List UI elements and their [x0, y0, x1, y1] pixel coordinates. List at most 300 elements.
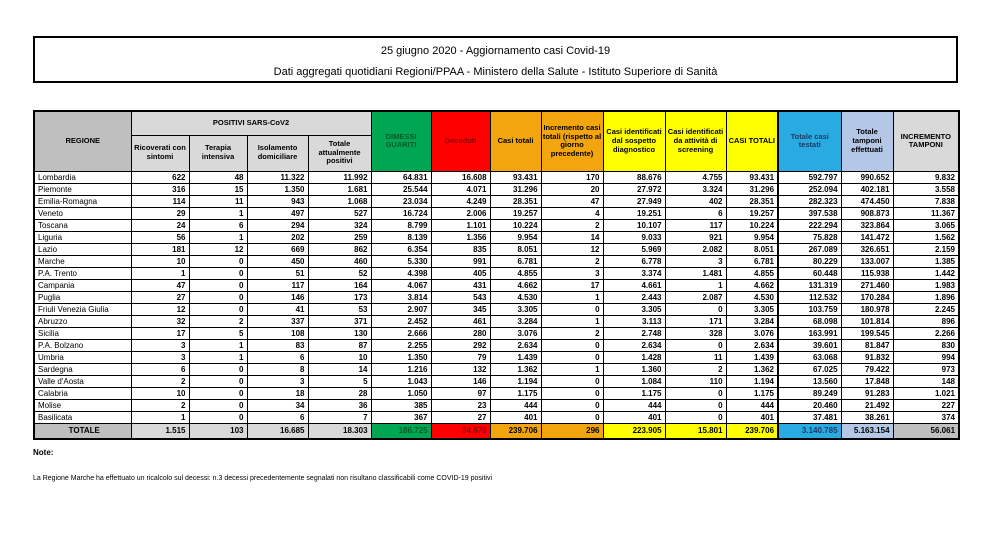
- region-name: Piemonte: [34, 183, 131, 195]
- data-cell: 1: [665, 279, 726, 291]
- table-row: [34, 207, 959, 219]
- data-cell: 444: [490, 399, 541, 411]
- data-cell: 405: [431, 267, 490, 279]
- data-cell: 7: [308, 411, 371, 423]
- data-cell: 87: [308, 339, 371, 351]
- data-cell: 4.530: [726, 291, 778, 303]
- data-cell: 896: [893, 315, 959, 327]
- data-cell: 63.068: [778, 351, 841, 363]
- data-cell: 1.362: [726, 363, 778, 375]
- totale-cell: 296: [541, 423, 603, 439]
- table-body: [34, 171, 959, 439]
- data-cell: 2: [541, 219, 603, 231]
- data-cell: 2.082: [665, 243, 726, 255]
- data-cell: 0: [189, 375, 247, 387]
- data-cell: 3: [131, 351, 189, 363]
- data-cell: 91.283: [841, 387, 893, 399]
- data-cell: 27: [431, 411, 490, 423]
- data-cell: 0: [665, 399, 726, 411]
- header-terapia-intensiva: Terapia intensiva: [189, 135, 247, 171]
- data-cell: 117: [665, 219, 726, 231]
- data-cell: 0: [189, 303, 247, 315]
- data-cell: 401: [726, 411, 778, 423]
- data-cell: 0: [541, 411, 603, 423]
- data-cell: 181: [131, 243, 189, 255]
- header-casi-totali-2: CASI TOTALI: [726, 111, 778, 171]
- data-cell: 2: [665, 363, 726, 375]
- table-row: [34, 351, 959, 363]
- data-cell: 474.450: [841, 195, 893, 207]
- data-cell: 79: [431, 351, 490, 363]
- data-cell: 3.558: [893, 183, 959, 195]
- data-cell: 3.305: [490, 303, 541, 315]
- region-name: Lazio: [34, 243, 131, 255]
- totale-cell: 223.905: [603, 423, 665, 439]
- data-cell: 93.431: [726, 171, 778, 183]
- data-cell: 4.855: [490, 267, 541, 279]
- totale-cell: 16.685: [247, 423, 308, 439]
- data-cell: 259: [308, 231, 371, 243]
- data-cell: 3.305: [603, 303, 665, 315]
- data-cell: 5.330: [371, 255, 431, 267]
- header-deceduti: Deceduti: [431, 111, 490, 171]
- data-cell: 12: [189, 243, 247, 255]
- totale-cell: 1.515: [131, 423, 189, 439]
- data-cell: 29: [131, 207, 189, 219]
- data-cell: 24: [131, 219, 189, 231]
- data-cell: 103.759: [778, 303, 841, 315]
- data-cell: 316: [131, 183, 189, 195]
- data-cell: 10.224: [490, 219, 541, 231]
- data-cell: 163.991: [778, 327, 841, 339]
- data-cell: 2.087: [665, 291, 726, 303]
- data-cell: 943: [247, 195, 308, 207]
- table-row: [34, 171, 959, 183]
- data-cell: 3: [131, 339, 189, 351]
- data-cell: 994: [893, 351, 959, 363]
- totale-label: TOTALE: [34, 423, 131, 439]
- data-cell: 402: [665, 195, 726, 207]
- data-cell: 991: [431, 255, 490, 267]
- data-cell: 131.319: [778, 279, 841, 291]
- data-cell: 115.938: [841, 267, 893, 279]
- table-row: [34, 387, 959, 399]
- table-row: [34, 363, 959, 375]
- data-cell: 173: [308, 291, 371, 303]
- data-cell: 171: [665, 315, 726, 327]
- data-cell: 2.634: [726, 339, 778, 351]
- data-cell: 3.324: [665, 183, 726, 195]
- totale-cell: 56.061: [893, 423, 959, 439]
- data-cell: 862: [308, 243, 371, 255]
- data-cell: 1.983: [893, 279, 959, 291]
- data-cell: 41: [247, 303, 308, 315]
- data-cell: 2.159: [893, 243, 959, 255]
- data-cell: 1.481: [665, 267, 726, 279]
- region-name: Lombardia: [34, 171, 131, 183]
- table-row: [34, 231, 959, 243]
- data-cell: 2.748: [603, 327, 665, 339]
- data-cell: 6.781: [490, 255, 541, 267]
- data-cell: 2: [131, 375, 189, 387]
- data-cell: 0: [665, 387, 726, 399]
- data-cell: 64.831: [371, 171, 431, 183]
- data-cell: 4.067: [371, 279, 431, 291]
- header-dimessi-guariti: DIMESSI GUARITI: [371, 111, 431, 171]
- data-cell: 0: [541, 399, 603, 411]
- data-cell: 990.652: [841, 171, 893, 183]
- data-cell: 271.460: [841, 279, 893, 291]
- data-cell: 114: [131, 195, 189, 207]
- data-cell: 53: [308, 303, 371, 315]
- data-cell: 1.562: [893, 231, 959, 243]
- header-incremento-tamponi: INCREMENTO TAMPONI: [893, 111, 959, 171]
- data-cell: 4: [541, 207, 603, 219]
- data-cell: 38.261: [841, 411, 893, 423]
- data-cell: 3.284: [490, 315, 541, 327]
- totale-cell: 103: [189, 423, 247, 439]
- region-name: P.A. Trento: [34, 267, 131, 279]
- totale-cell: 239.706: [726, 423, 778, 439]
- data-cell: 19.257: [490, 207, 541, 219]
- data-cell: 282.323: [778, 195, 841, 207]
- data-cell: 17.848: [841, 375, 893, 387]
- data-cell: 108: [247, 327, 308, 339]
- data-cell: 592.797: [778, 171, 841, 183]
- data-cell: 921: [665, 231, 726, 243]
- region-name: Basilicata: [34, 411, 131, 423]
- data-cell: 31.296: [726, 183, 778, 195]
- data-cell: 2: [541, 255, 603, 267]
- data-cell: 6.778: [603, 255, 665, 267]
- data-cell: 47: [131, 279, 189, 291]
- data-cell: 9.954: [726, 231, 778, 243]
- header-totale-positivi: Totale attualmente positivi: [308, 135, 371, 171]
- data-cell: 6: [189, 219, 247, 231]
- data-cell: 543: [431, 291, 490, 303]
- data-cell: 1.428: [603, 351, 665, 363]
- totale-cell: 18.303: [308, 423, 371, 439]
- data-cell: 397.538: [778, 207, 841, 219]
- data-cell: 11.367: [893, 207, 959, 219]
- note-label: Note:: [33, 448, 54, 457]
- data-cell: 1.084: [603, 375, 665, 387]
- data-cell: 170: [541, 171, 603, 183]
- data-cell: 345: [431, 303, 490, 315]
- data-cell: 3.065: [893, 219, 959, 231]
- data-cell: 34: [247, 399, 308, 411]
- data-cell: 12: [131, 303, 189, 315]
- data-cell: 326.651: [841, 243, 893, 255]
- data-cell: 1: [189, 351, 247, 363]
- data-cell: 401: [490, 411, 541, 423]
- data-cell: 6: [131, 363, 189, 375]
- totale-cell: 3.140.785: [778, 423, 841, 439]
- report-subtitle: Dati aggregati quotidiani Regioni/PPAA - Ministero della Salute - Istituto Superiore di Sanità: [273, 66, 718, 78]
- region-name: Valle d'Aosta: [34, 375, 131, 387]
- data-cell: 2.266: [893, 327, 959, 339]
- table-row: [34, 399, 959, 411]
- totale-row: [34, 423, 959, 439]
- data-cell: 10: [308, 351, 371, 363]
- data-cell: 9.033: [603, 231, 665, 243]
- data-cell: 2.443: [603, 291, 665, 303]
- data-cell: 1.439: [490, 351, 541, 363]
- data-cell: 3: [665, 255, 726, 267]
- data-cell: 56: [131, 231, 189, 243]
- data-cell: 13.560: [778, 375, 841, 387]
- data-cell: 110: [665, 375, 726, 387]
- data-cell: 79.422: [841, 363, 893, 375]
- data-cell: 23: [431, 399, 490, 411]
- data-cell: 7.838: [893, 195, 959, 207]
- data-cell: 11: [189, 195, 247, 207]
- data-cell: 2.245: [893, 303, 959, 315]
- data-cell: 622: [131, 171, 189, 183]
- data-cell: 1.175: [603, 387, 665, 399]
- data-cell: 3.305: [726, 303, 778, 315]
- data-cell: 1.360: [603, 363, 665, 375]
- data-cell: 1.194: [726, 375, 778, 387]
- data-cell: 14: [308, 363, 371, 375]
- data-cell: 25.544: [371, 183, 431, 195]
- region-name: Sardegna: [34, 363, 131, 375]
- data-cell: 132: [431, 363, 490, 375]
- data-cell: 385: [371, 399, 431, 411]
- data-cell: 2: [131, 399, 189, 411]
- data-cell: 4.755: [665, 171, 726, 183]
- data-cell: 8.139: [371, 231, 431, 243]
- table-row: [34, 219, 959, 231]
- data-cell: 11.992: [308, 171, 371, 183]
- data-cell: 0: [189, 399, 247, 411]
- region-name: Toscana: [34, 219, 131, 231]
- data-cell: 1.896: [893, 291, 959, 303]
- data-cell: 11.322: [247, 171, 308, 183]
- region-name: Friuli Venezia Giulia: [34, 303, 131, 315]
- data-cell: 31.296: [490, 183, 541, 195]
- report-title-box: [33, 36, 958, 83]
- data-cell: 402.181: [841, 183, 893, 195]
- data-cell: 10.224: [726, 219, 778, 231]
- data-cell: 10.107: [603, 219, 665, 231]
- data-cell: 80.229: [778, 255, 841, 267]
- data-cell: 2.634: [490, 339, 541, 351]
- data-cell: 324: [308, 219, 371, 231]
- data-cell: 8.051: [726, 243, 778, 255]
- data-cell: 0: [665, 339, 726, 351]
- data-cell: 6: [247, 411, 308, 423]
- header-ricoverati: Ricoverati con sintomi: [131, 135, 189, 171]
- data-cell: 2.255: [371, 339, 431, 351]
- data-cell: 1.362: [490, 363, 541, 375]
- data-cell: 2.006: [431, 207, 490, 219]
- region-name: Abruzzo: [34, 315, 131, 327]
- table-row: [34, 255, 959, 267]
- data-cell: 10: [131, 255, 189, 267]
- data-cell: 1.175: [726, 387, 778, 399]
- table-row: [34, 327, 959, 339]
- data-cell: 4.530: [490, 291, 541, 303]
- note-text: La Regione Marche ha effettuato un ricalcolo sul decessi: n.3 decessi precedentemente segnalati non risultano classificabili come COVID-19 positivi: [33, 475, 493, 482]
- data-cell: 0: [541, 375, 603, 387]
- data-cell: 91.832: [841, 351, 893, 363]
- data-cell: 81.847: [841, 339, 893, 351]
- region-name: P.A. Bolzano: [34, 339, 131, 351]
- data-cell: 5: [189, 327, 247, 339]
- data-cell: 0: [189, 279, 247, 291]
- data-cell: 280: [431, 327, 490, 339]
- data-cell: 1.442: [893, 267, 959, 279]
- data-cell: 199.545: [841, 327, 893, 339]
- data-cell: 444: [726, 399, 778, 411]
- data-cell: 4.661: [603, 279, 665, 291]
- data-cell: 8.051: [490, 243, 541, 255]
- data-cell: 6: [247, 351, 308, 363]
- data-cell: 3.113: [603, 315, 665, 327]
- header-screening: Casi identificati da attività di screening: [665, 111, 726, 171]
- data-cell: 28.351: [726, 195, 778, 207]
- data-cell: 10: [131, 387, 189, 399]
- data-cell: 2: [541, 327, 603, 339]
- data-cell: 164: [308, 279, 371, 291]
- data-cell: 337: [247, 315, 308, 327]
- data-cell: 227: [893, 399, 959, 411]
- data-cell: 0: [541, 339, 603, 351]
- region-name: Marche: [34, 255, 131, 267]
- region-name: Puglia: [34, 291, 131, 303]
- data-cell: 4.398: [371, 267, 431, 279]
- totale-cell: 15.801: [665, 423, 726, 439]
- data-cell: 2.907: [371, 303, 431, 315]
- data-cell: 6.354: [371, 243, 431, 255]
- data-cell: 32: [131, 315, 189, 327]
- data-cell: 75.828: [778, 231, 841, 243]
- data-cell: 401: [603, 411, 665, 423]
- data-cell: 39.601: [778, 339, 841, 351]
- totale-cell: 34.678: [431, 423, 490, 439]
- data-cell: 461: [431, 315, 490, 327]
- data-cell: 371: [308, 315, 371, 327]
- data-cell: 1.356: [431, 231, 490, 243]
- data-cell: 444: [603, 399, 665, 411]
- data-cell: 67.025: [778, 363, 841, 375]
- data-cell: 1: [189, 231, 247, 243]
- data-cell: 1.050: [371, 387, 431, 399]
- data-cell: 1.216: [371, 363, 431, 375]
- data-cell: 2.452: [371, 315, 431, 327]
- data-cell: 1: [131, 411, 189, 423]
- data-cell: 97: [431, 387, 490, 399]
- region-name: Sicilia: [34, 327, 131, 339]
- data-cell: 28: [308, 387, 371, 399]
- data-cell: 19.251: [603, 207, 665, 219]
- data-cell: 11: [665, 351, 726, 363]
- data-cell: 3.814: [371, 291, 431, 303]
- table-row: [34, 183, 959, 195]
- data-cell: 830: [893, 339, 959, 351]
- data-cell: 48: [189, 171, 247, 183]
- data-cell: 23.034: [371, 195, 431, 207]
- header-casi-testati: Totale casi testati: [778, 111, 841, 171]
- table-row: [34, 375, 959, 387]
- data-cell: 3.374: [603, 267, 665, 279]
- data-cell: 20.460: [778, 399, 841, 411]
- table-row: [34, 267, 959, 279]
- data-cell: 294: [247, 219, 308, 231]
- data-cell: 15: [189, 183, 247, 195]
- region-name: Molise: [34, 399, 131, 411]
- data-cell: 1.194: [490, 375, 541, 387]
- data-cell: 0: [665, 303, 726, 315]
- data-cell: 0: [189, 267, 247, 279]
- table-row: [34, 339, 959, 351]
- data-cell: 17: [541, 279, 603, 291]
- data-cell: 3.076: [490, 327, 541, 339]
- totale-cell: 186.725: [371, 423, 431, 439]
- data-cell: 1.385: [893, 255, 959, 267]
- header-regione: REGIONE: [34, 111, 131, 171]
- data-cell: 1.021: [893, 387, 959, 399]
- data-cell: 252.094: [778, 183, 841, 195]
- data-cell: 117: [247, 279, 308, 291]
- data-cell: 908.873: [841, 207, 893, 219]
- data-cell: 16.724: [371, 207, 431, 219]
- data-cell: 68.098: [778, 315, 841, 327]
- data-cell: 202: [247, 231, 308, 243]
- region-name: Emilia-Romagna: [34, 195, 131, 207]
- data-cell: 3: [541, 267, 603, 279]
- data-cell: 1: [189, 207, 247, 219]
- data-cell: 5.969: [603, 243, 665, 255]
- data-cell: 1: [541, 291, 603, 303]
- data-cell: 4.855: [726, 267, 778, 279]
- data-cell: 83: [247, 339, 308, 351]
- region-name: Veneto: [34, 207, 131, 219]
- data-cell: 973: [893, 363, 959, 375]
- header-tamponi: Totale tamponi effettuati: [841, 111, 893, 171]
- table-row: [34, 279, 959, 291]
- data-cell: 12: [541, 243, 603, 255]
- data-cell: 5: [308, 375, 371, 387]
- data-cell: 1: [541, 363, 603, 375]
- data-cell: 460: [308, 255, 371, 267]
- data-cell: 6.781: [726, 255, 778, 267]
- data-cell: 1: [541, 315, 603, 327]
- data-cell: 1.068: [308, 195, 371, 207]
- data-cell: 4.249: [431, 195, 490, 207]
- data-cell: 1.439: [726, 351, 778, 363]
- data-cell: 27.949: [603, 195, 665, 207]
- header-positivi-group: POSITIVI SARS-CoV2: [131, 111, 371, 135]
- data-cell: 367: [371, 411, 431, 423]
- data-cell: 60.448: [778, 267, 841, 279]
- data-cell: 3: [247, 375, 308, 387]
- data-cell: 1.101: [431, 219, 490, 231]
- totale-cell: 5.163.154: [841, 423, 893, 439]
- data-cell: 0: [541, 387, 603, 399]
- data-cell: 0: [541, 303, 603, 315]
- data-cell: 1: [189, 339, 247, 351]
- data-cell: 20: [541, 183, 603, 195]
- data-cell: 148: [893, 375, 959, 387]
- data-cell: 17: [131, 327, 189, 339]
- data-cell: 21.492: [841, 399, 893, 411]
- data-cell: 0: [189, 255, 247, 267]
- data-cell: 3.076: [726, 327, 778, 339]
- data-cell: 0: [189, 387, 247, 399]
- data-cell: 180.978: [841, 303, 893, 315]
